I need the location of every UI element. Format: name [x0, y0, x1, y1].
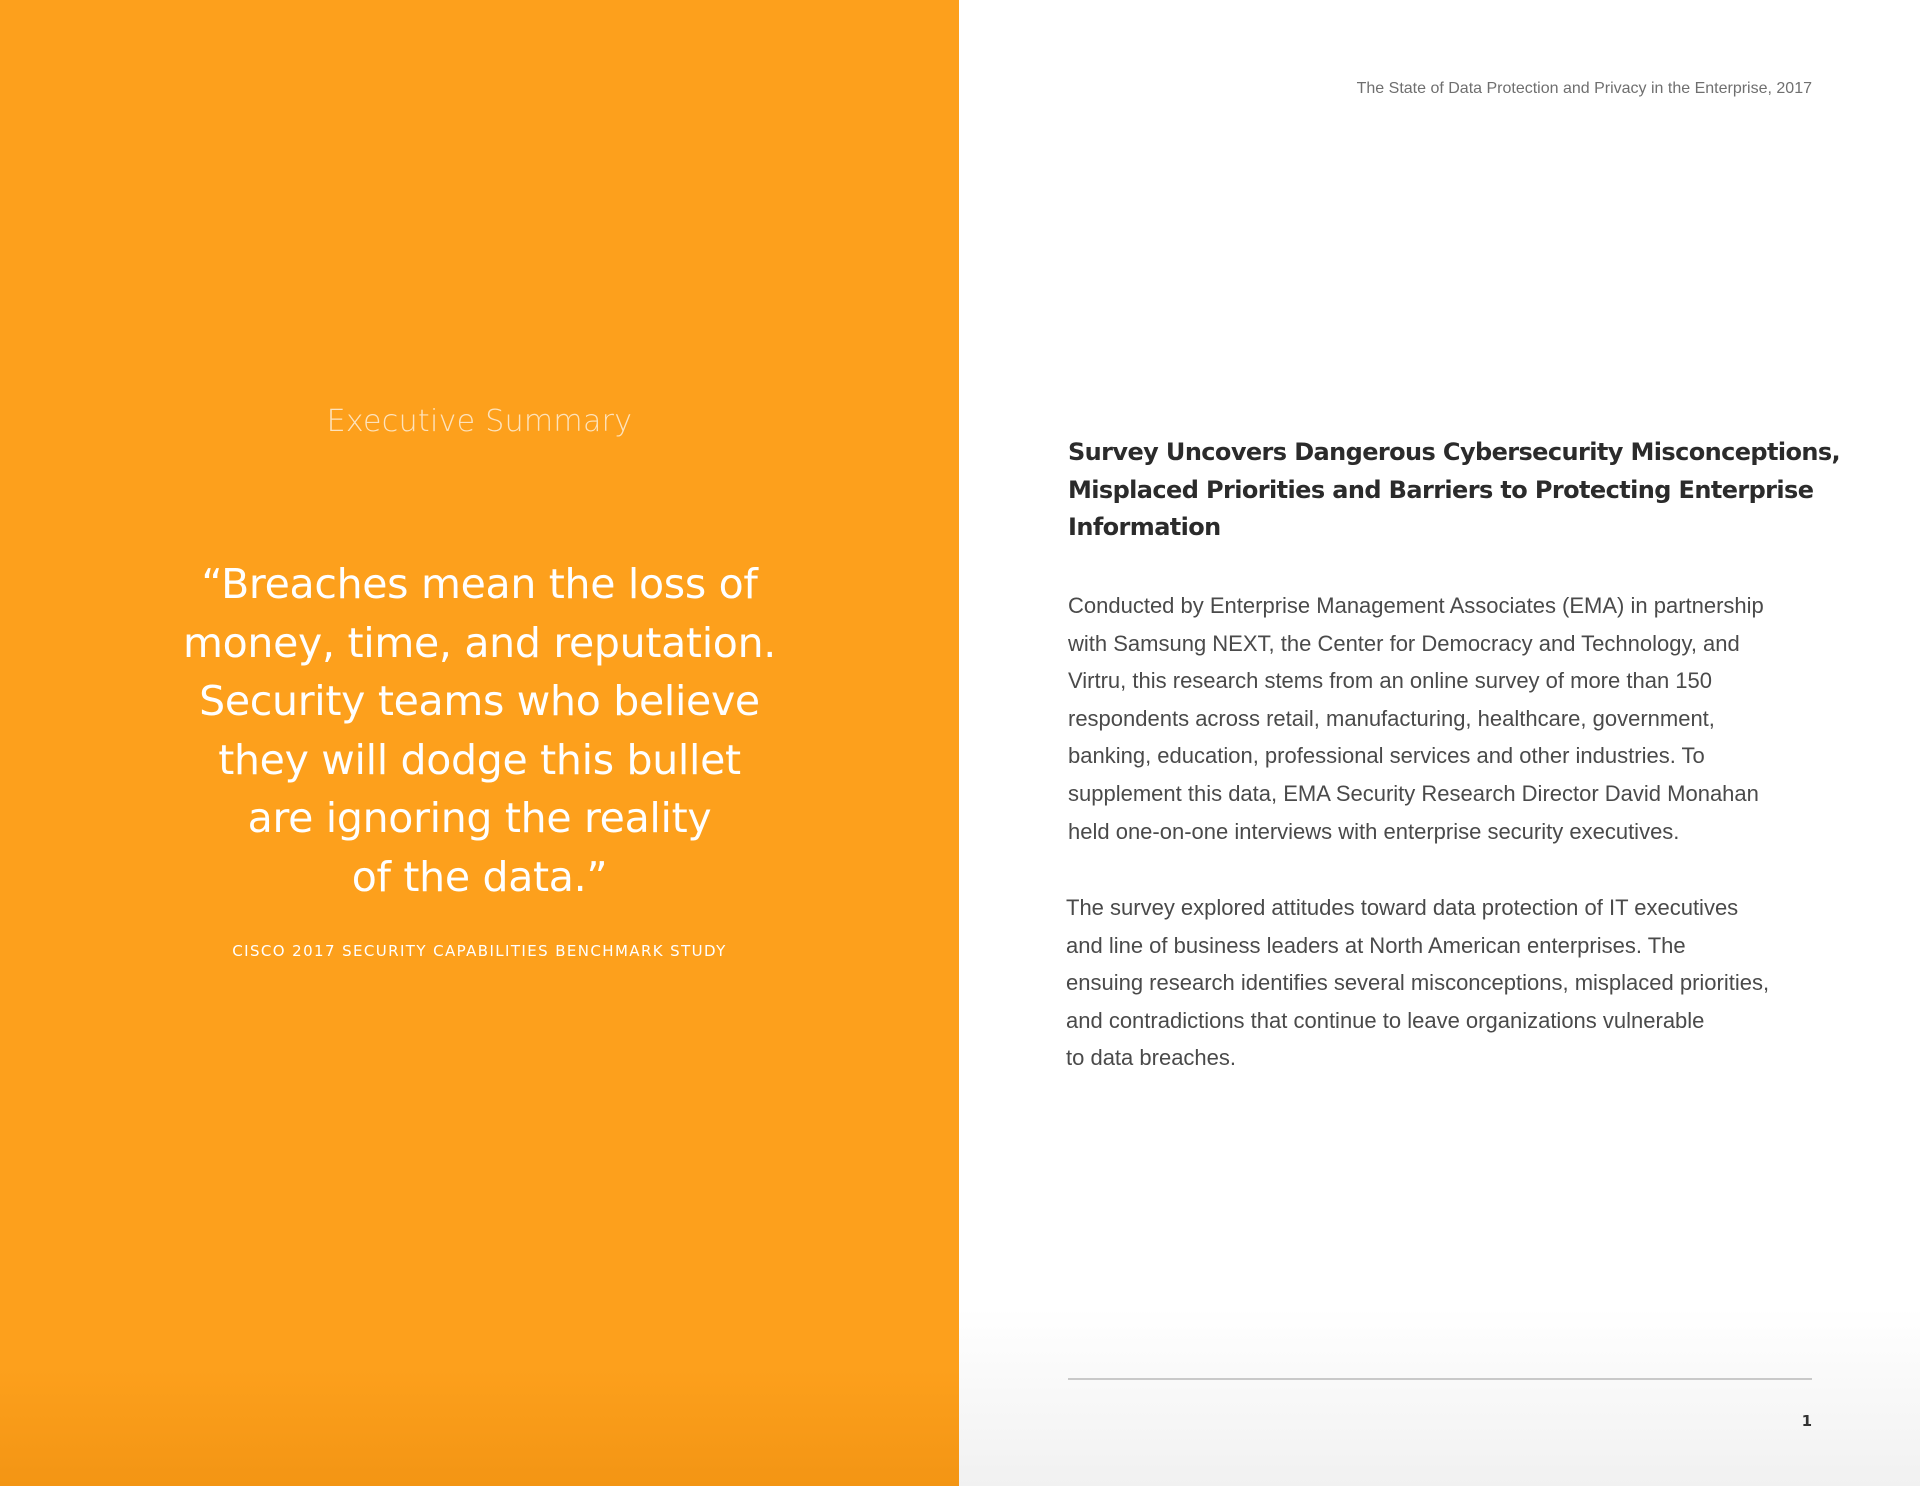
paragraph-line: banking, education, professional services and other industries. To: [1068, 743, 1705, 769]
body-paragraph: [1066, 889, 1826, 1077]
paragraph-line: The survey explored attitudes toward data protection of IT executives: [1066, 895, 1739, 920]
page-number: 1: [1801, 1412, 1812, 1430]
title-line: Information: [1068, 513, 1221, 541]
quote-line: are ignoring the reality: [247, 794, 712, 842]
paragraph-line: Conducted by Enterprise Management Associates (EMA) in partnership: [1068, 593, 1764, 618]
quote-line: Security teams who believe: [199, 677, 760, 725]
paragraph-line: and contradictions that continue to leave organizations vulnerable: [1066, 1007, 1705, 1033]
quote-line: “Breaches mean the loss of: [201, 560, 758, 608]
quote-line: of the data.”: [351, 852, 608, 901]
quote-panel: [0, 0, 959, 1486]
paragraph-line: and line of business leaders at North American enterprises. The: [1066, 932, 1686, 958]
quote-line: they will dodge this bullet: [218, 735, 741, 784]
paragraph-line: ensuing research identifies several misconceptions, misplaced priorities,: [1066, 970, 1770, 996]
body-paragraph: [1068, 587, 1828, 850]
paragraph-line: supplement this data, EMA Security Research Director David Monahan: [1068, 780, 1759, 806]
pull-quote: [120, 555, 839, 906]
quote-source: CISCO 2017 SECURITY CAPABILITIES BENCHMARK STUDY: [232, 942, 727, 960]
paragraph-line: to data breaches.: [1066, 1045, 1237, 1071]
paragraph-line: respondents across retail, manufacturing, healthcare, government,: [1068, 705, 1715, 731]
footer-divider: [1068, 1378, 1812, 1380]
article-title: [1068, 434, 1841, 547]
title-line: Misplaced Priorities and Barriers to Protecting Enterprise: [1068, 475, 1814, 504]
running-header: The State of Data Protection and Privacy in the Enterprise, 2017: [1356, 80, 1812, 97]
title-line: Survey Uncovers Dangerous Cybersecurity Misconceptions,: [1068, 438, 1841, 466]
section-label: Executive Summary: [326, 404, 633, 439]
paragraph-line: with Samsung NEXT, the Center for Democracy and Technology, and: [1068, 630, 1740, 656]
paragraph-line: Virtru, this research stems from an online survey of more than 150: [1068, 668, 1712, 694]
paragraph-line: held one-on-one interviews with enterprise security executives.: [1068, 818, 1680, 844]
quote-line: money, time, and reputation.: [183, 618, 776, 667]
